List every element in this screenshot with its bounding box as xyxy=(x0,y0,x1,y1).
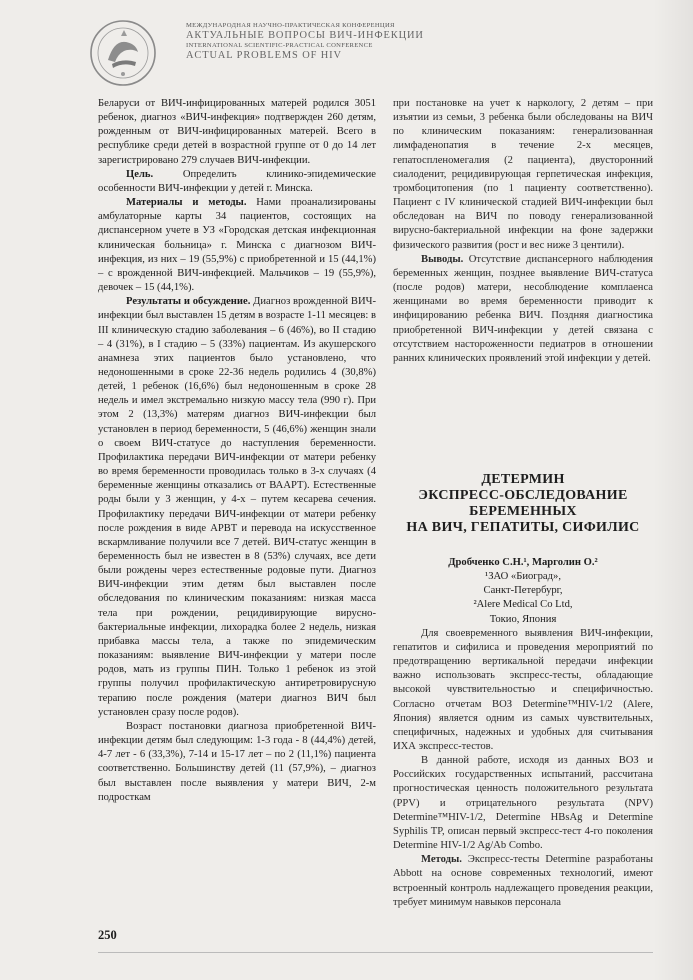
paragraph: Для своевременного выявления ВИЧ-инфекции, гепатитов и сифилиса и проведения мероприятий по предотвращению вертикальной передачи инфекции важно использовать экспресс-тесты, обладающие высокой чувствительностью и специфичностью. Согласно отчетам ВОЗ Determine™HIV-1/2 (Alere, Япония) является одним из самых чувствительных, специфичных, надежных и удобных для считывания ИХА экспресс-тестов. xyxy=(393,627,653,752)
article-title-line: ЭКСПРЕСС-ОБСЛЕДОВАНИЕ xyxy=(418,487,628,503)
paragraph-results xyxy=(98,295,376,720)
conference-seal-icon xyxy=(88,18,158,88)
paragraph-conclusions xyxy=(393,253,653,366)
article-heading xyxy=(393,472,653,627)
paragraph-methods xyxy=(98,196,376,295)
article-authors: Дробченко С.Н.¹, Марголин О.² xyxy=(448,556,598,568)
left-column xyxy=(98,97,376,805)
affiliation: Санкт-Петербург, xyxy=(483,585,563,597)
paragraph-methods-2 xyxy=(393,853,653,910)
right-column xyxy=(393,97,653,910)
page-header xyxy=(88,18,648,88)
scan-edge-shadow xyxy=(653,0,693,980)
page-number: 250 xyxy=(98,928,117,942)
article-title-line: ДЕТЕРМИН xyxy=(481,471,565,487)
section-lead: Методы. xyxy=(421,854,462,866)
header-lines xyxy=(186,22,646,62)
section-lead: Материалы и методы. xyxy=(126,197,247,209)
conference-title-ru: АКТУАЛЬНЫЕ ВОПРОСЫ ВИЧ-ИНФЕКЦИИ xyxy=(186,30,424,41)
section-lead: Выводы. xyxy=(421,253,464,265)
paragraph: Беларуси от ВИЧ-инфицированных матерей родился 3051 ребенок, диагноз «ВИЧ-инфекция» подтвержден 260 детям, рожденным от ВИЧ-инфицированных матерей. Всего в республике среди детей в возрастной группе от 0 до 14 лет зарегистрировано 279 случаев ВИЧ-инфекции. xyxy=(98,98,376,166)
article-title-line: НА ВИЧ, ГЕПАТИТЫ, СИФИЛИС xyxy=(406,519,640,535)
paragraph-goal xyxy=(98,168,376,196)
section-text: Отсутствие диспансерного наблюдения беременных женщин, позднее выявление ВИЧ-статуса (после родов) матери, несоблюдение комплаенса женщинами во время беременности приводит к инфицированию ребенка ВИЧ. Поздняя диагностика приобретенной ВИЧ-инфекции у детей связана с отсутствием настороженности педиатров в отношении ранних клинических проявлений этой инфекции у детей. xyxy=(393,253,653,364)
paragraph: при постановке на учет к наркологу, 2 детям – при изъятии из семьи, 3 ребенка были обследованы на ВИЧ по клиническим показаниям: генерализованная лимфаденопатия в течение 2-х месяцев, гепатоспленомегалия (2 пациента), двусторонний сиалоденит, рецидивирующая герпетическая инфекция, тромбоцитопения (по 1 пациенту соответственно). Пациент с IV клинической стадией ВИЧ-инфекции был обследован на ВИЧ по поводу генерализованной вирусно-бактериальной инфекции на фоне задержки физического развития (рост и вес ниже 3 центили). xyxy=(393,98,653,251)
section-lead: Результаты и обсуждение. xyxy=(126,296,251,308)
paragraph: В данной работе, исходя из данных ВОЗ и Российских государственных испытаний, рассчитана прогностическая ценность положительного результата (PPV) и отрицательного результата (NPV) Determine™HIV-1/2, Determine HBsAg и Determine Syphilis TP, описан первый экспресс-тест 4-го поколения Determine HIV-1/2 Ag/Ab Combo. xyxy=(393,755,653,852)
conference-title-en-small: INTERNATIONAL SCIENTIFIC-PRACTICAL CONFERENCE xyxy=(186,42,373,49)
affiliation: ²Alere Medical Co Ltd, xyxy=(473,599,573,611)
affiliation: Токио, Япония xyxy=(489,613,557,625)
section-text: Нами проанализированы амбулаторные карты 34 пациентов, состоящих на диспансерном учете в УЗ «Городская детская инфекционная клиническая больница» г. Минска с диагнозом ВИЧ-инфекция, из них – 19 (55,9%) с приобретенной и 15 (44,1%) – с врожденной ВИЧ-инфекцией. Мальчиков – 19 (55,9%), девочек – 15 (44,1%). xyxy=(98,197,376,294)
section-text: Экспресс-тесты Determine разработаны Abbott на основе современных технологий, имеют встроенный контроль надлежащего проведения реакции, требует минимум навыков персонала xyxy=(393,854,653,908)
section-text: Диагноз врожденной ВИЧ-инфекции был выставлен 15 детям в возрасте 1-11 месяцев: в III клиническую стадию заболевания – 6 (46%), во II стадию – 4 (31%), в I стадию – 5 (33%) пациентам. Из акушерского анамнеза этих пациентов было установлено, что недоношенными в сроке 22-36 недель родились 4 (30,8%) детей, 1 ребенок (16,6%) был недоношенным в сроке 28 недель и имел экстремально низкую массу тела (990 г). При этом 2 (13,3%) матерям диагноз ВИЧ-инфекции был установлен в период беременности, 5 (46,6%) женщин знали о своем ВИЧ-статусе до наступления беременности. Профилактика передачи ВИЧ-инфекции от матери ребенку во время беременности проводилась только в 3-х случаях (4 беременные женщины отказались от ВААРТ). Естественные роды были у 3 женщин, у 4-х – путем кесарева сечения. Профилактику передачи ВИЧ-инфекции от матери ребенку после рождения в виде АРВТ и перевода на искусственное вскармливание получили все 7 детей. ВИЧ-статус женщин в беременность был не известен в 8 (53%) случаях, все дети были рождены через естественные родовые пути. Диагноз ВИЧ-инфекции этим детям был выставлен после обследования по клиническим показаниям: низкая масса тела при рождении, рецидивирующие вирусно-бактериальные инфекции, лихорадка более 2 недель, низкая прибавка массы тела, а также по эпидемическим показаниям: выявление ВИЧ-инфекции у матери после родов, мать из группы ПИН. Только 1 ребенок из этой группы получил профилактическую антиретровирусную терапию после рождения (матери диагноз ВИЧ был установлен сразу после родов). xyxy=(98,296,377,718)
affiliation: ¹ЗАО «Биоград», xyxy=(485,571,561,583)
conference-title-en: ACTUAL PROBLEMS OF HIV xyxy=(186,50,342,61)
section-text: Определить клинико-эпидемические особенности ВИЧ-инфекции у детей г. Минска. xyxy=(98,168,376,194)
section-lead: Цель. xyxy=(126,168,154,180)
paragraph: Возраст постановки диагноза приобретенной ВИЧ-инфекции детям был следующим: 1-3 года - 8 (44,4%) детей, 4-7 лет - 6 (33,3%), 7-14 и 15-17 лет – по 2 (11,1%) пациента соответственно. Большинству детей (11 (57,9%), – диагноз был выставлен после выявления у матери ВИЧ, 2-м подросткам xyxy=(98,720,376,803)
conference-title-ru-small: МЕЖДУНАРОДНАЯ НАУЧНО-ПРАКТИЧЕСКАЯ КОНФЕРЕНЦИЯ xyxy=(186,22,395,29)
article-title-line: БЕРЕМЕННЫХ xyxy=(469,503,577,519)
footer-rule xyxy=(98,952,653,953)
